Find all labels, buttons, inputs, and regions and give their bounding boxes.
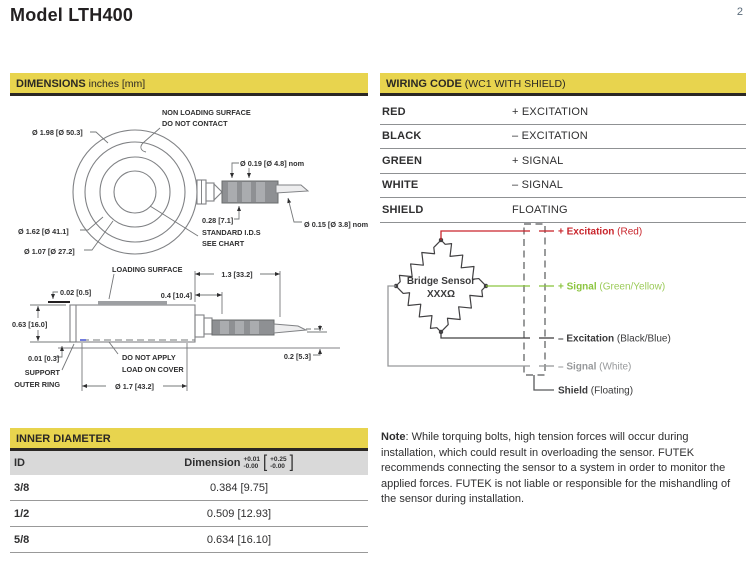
dimensions-header-title: DIMENSIONS	[16, 77, 86, 90]
side-view	[12, 265, 340, 391]
wire-color: SHIELD	[382, 203, 424, 216]
pos-signal-label: + Signal (Green/Yellow)	[558, 281, 666, 293]
id-value: 3/8	[14, 481, 30, 494]
pos-excitation-label: + Excitation (Red)	[558, 226, 643, 238]
non-loading-label-1: NON LOADING SURFACE	[162, 108, 251, 117]
id-value: 1/2	[14, 507, 30, 520]
non-loading-label-2: DO NOT CONTACT	[162, 119, 228, 128]
dim-cable-boot: Ø 0.19 [Ø 4.8] nom	[240, 159, 305, 168]
loading-surface-label: LOADING SURFACE	[112, 265, 183, 274]
dimension-value: 0.634 [16.10]	[206, 533, 272, 546]
wiring-table	[380, 100, 746, 223]
wire-color: BLACK	[382, 130, 422, 143]
body-outline	[70, 305, 195, 342]
page-number: 2	[736, 6, 743, 18]
neg-excitation-wire	[441, 332, 524, 338]
id-value: 5/8	[14, 533, 30, 546]
shield-label: Shield (Floating)	[558, 385, 634, 397]
bridge-label-2: XXXΩ	[426, 289, 456, 300]
bracket-close: ]	[289, 452, 294, 473]
dimension-value: 0.384 [9.75]	[209, 481, 269, 494]
col-id: ID	[14, 457, 25, 469]
installation-note	[381, 430, 741, 508]
dimension-drawing	[10, 96, 368, 408]
id-note-1: STANDARD I.D.S	[202, 228, 261, 237]
neg-signal-label: – Signal (White)	[558, 361, 632, 373]
table-row	[380, 125, 746, 150]
dim-body-height: 0.63 [16.0]	[12, 320, 48, 329]
dimension-label: Dimension	[184, 457, 241, 469]
wire-color: GREEN	[382, 154, 423, 167]
pos-excitation-wire	[441, 231, 524, 240]
wiring-header-bar	[380, 73, 746, 96]
wire-function: + EXCITATION	[512, 105, 589, 118]
outer-circle	[73, 130, 197, 254]
bridge-label-1: Bridge Sensor	[406, 276, 476, 287]
support-label-2: OUTER RING	[14, 380, 60, 389]
table-row	[380, 100, 746, 125]
dimensions-header-units: inches [mm]	[85, 77, 146, 90]
loading-surface-strip	[98, 301, 167, 305]
dim-standoff: 0.01 [0.3]	[28, 354, 60, 363]
col-dimension	[154, 452, 324, 473]
dim-base-diameter: Ø 1.7 [43.2]	[115, 382, 154, 391]
wire-function: – SIGNAL	[512, 179, 564, 192]
cable-end	[276, 185, 308, 193]
inner-diameter-column-header	[10, 451, 368, 475]
inner-ring-circle	[100, 157, 170, 227]
inner-diameter-header-bar	[10, 428, 368, 451]
support-label-1: SUPPORT	[24, 368, 60, 377]
dim-cable-length: 1.3 [33.2]	[221, 270, 253, 279]
note-body: : While torquing bolts, high tension forces will occur during installation, which could result in overloading the sensor. FUTEK recommends connecting the sensor to a system in order to monitor the applied forces. FUTEK is not liable or responsible for the mishandling of the sensor during installation.	[381, 431, 731, 505]
table-row	[10, 527, 368, 553]
dimensions-section	[10, 73, 368, 96]
table-row	[10, 501, 368, 527]
wiring-header-sub: (WC1 WITH SHIELD)	[461, 77, 566, 90]
dim-cable-diameter: Ø 0.15 [Ø 3.8] nom	[304, 220, 368, 229]
shield-wire	[534, 375, 554, 390]
dim-outer-diameter: Ø 1.98 [Ø 50.3]	[32, 128, 83, 137]
shield-box	[524, 224, 545, 375]
neg-excitation-label: – Excitation (Black/Blue)	[558, 333, 671, 345]
cable-connector-side	[195, 315, 323, 337]
wiring-header-title: WIRING CODE	[386, 77, 462, 90]
wire-function: – EXCITATION	[512, 130, 588, 143]
wire-function: FLOATING	[512, 203, 568, 216]
bracket-open: [	[262, 452, 268, 473]
dimension-value: 0.509 [12.93]	[206, 507, 272, 520]
cable-end-side	[274, 324, 306, 333]
dim-inner-ring-diameter: Ø 1.07 [Ø 27.2]	[24, 247, 75, 256]
wire-color: WHITE	[382, 179, 419, 192]
table-row	[380, 198, 746, 223]
table-row	[10, 475, 368, 501]
dim-fitting-offset: 0.4 [10.4]	[160, 291, 192, 300]
table-row	[380, 149, 746, 174]
cover-label-1: DO NOT APPLY	[122, 353, 176, 362]
dim-step-height: 0.02 [0.5]	[60, 288, 92, 297]
top-view	[18, 108, 368, 256]
bridge-schematic	[380, 220, 748, 415]
bridge-diamond	[392, 237, 489, 336]
dimensions-header-bar	[10, 73, 368, 96]
dim-cable-height: 0.2 [5.3]	[283, 352, 311, 361]
center-hole-circle	[114, 171, 156, 213]
cable-connector-top	[197, 180, 308, 204]
id-note-2: SEE CHART	[202, 239, 245, 248]
wire-color: RED	[382, 105, 406, 118]
inner-diameter-section	[10, 428, 368, 553]
note-prefix: Note	[381, 431, 406, 443]
cover-label-2: LOAD ON COVER	[122, 365, 184, 374]
inner-diameter-header-title: INNER DIAMETER	[16, 432, 111, 445]
dim-fitting-length: 0.28 [7.1]	[202, 216, 234, 225]
page-title: Model LTH400	[10, 5, 134, 25]
tolerance-mm: +0.25 -0.00	[270, 456, 287, 470]
tolerance-inches: +0.01 -0.00	[243, 456, 260, 470]
wire-function: + SIGNAL	[512, 154, 564, 167]
dim-mid-diameter: Ø 1.62 [Ø 41.1]	[18, 227, 69, 236]
wiring-section	[380, 73, 746, 223]
table-row	[380, 174, 746, 199]
